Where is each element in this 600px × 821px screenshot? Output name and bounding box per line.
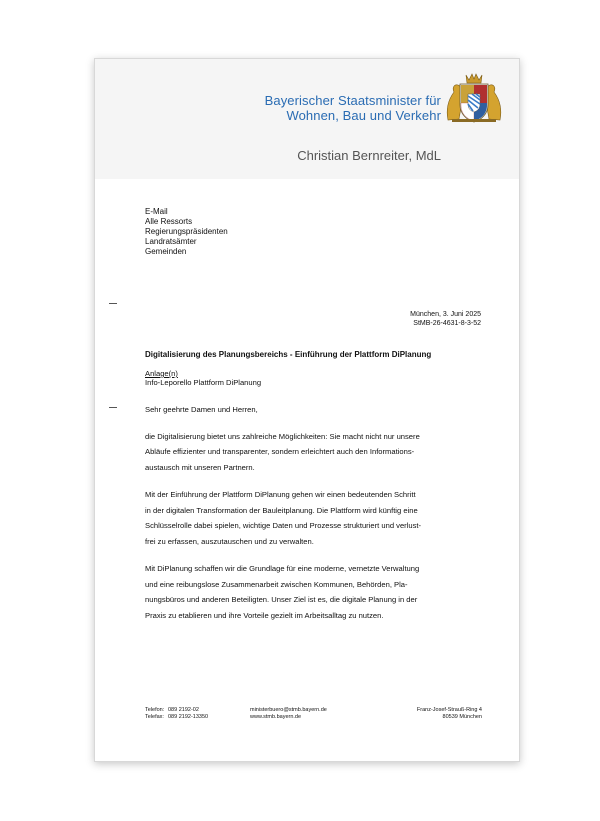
- text-line: die Digitalisierung bietet uns zahlreiche Möglichkeiten: Sie macht nicht nur unsere: [145, 431, 420, 441]
- fax-label: Telefax:: [145, 714, 164, 720]
- text-line: nungsbüros und anderen Beteiligten. Unser Ziel ist es, die digitale Planung in der: [145, 595, 418, 604]
- recipient-item: E-Mail: [145, 207, 168, 216]
- subject-line: Digitalisierung des Planungsbereichs - Einführung der Plattform DiPlanung: [145, 350, 432, 359]
- greeting: Sehr geehrte Damen und Herren,: [145, 405, 258, 414]
- street-address: Franz-Josef-Strauß-Ring 4: [416, 707, 482, 713]
- text-line: Praxis zu etablieren und ihre Vorteile gezielt im Arbeitsalltag zu nutzen.: [145, 610, 384, 620]
- coat-of-arms-icon: [442, 72, 506, 124]
- letterhead: [95, 59, 519, 179]
- paragraph-1: [145, 429, 435, 476]
- attachment-item: Info-Leporello Plattform DiPlanung: [145, 378, 262, 387]
- ministry-line-2: Wohnen, Bau und Verkehr: [286, 108, 441, 123]
- fold-mark: [109, 407, 117, 408]
- website-link[interactable]: www.stmb.bayern.de: [250, 714, 302, 720]
- city-address: 80539 München: [442, 714, 482, 720]
- attachment-label: Anlage(n): [145, 369, 178, 378]
- letter-body: [145, 402, 435, 635]
- date-block: [410, 310, 481, 328]
- letter-page: [94, 58, 520, 762]
- text-line: Mit der Einführung der Plattform DiPlanung gehen wir einen bedeutenden Schritt: [145, 490, 416, 499]
- recipient-item: Alle Ressorts: [145, 217, 193, 226]
- paragraph-2: [145, 487, 435, 549]
- fold-mark: [109, 303, 117, 304]
- text-line: Schlüsselrolle dabei spielen, wichtige Daten und Prozesse strukturiert und verlust-: [145, 521, 422, 530]
- recipient-list: [145, 207, 228, 257]
- text-line: frei zu erfassen, auszutauschen und zu verwalten.: [145, 536, 314, 546]
- recipient-item: Gemeinden: [145, 247, 187, 256]
- attachment-block: [145, 369, 261, 387]
- phone-label: Telefon:: [145, 707, 165, 713]
- ministry-title: [265, 93, 441, 123]
- footer-address: [417, 707, 482, 721]
- text-line: und eine reibungslose Zusammenarbeit zwischen Kommunen, Behörden, Pla-: [145, 579, 408, 589]
- fax-number: 089 2192-13350: [168, 714, 209, 720]
- date-line: München, 3. Juni 2025: [410, 311, 481, 318]
- paragraph-3: [145, 561, 435, 623]
- text-line: Abläufe effizienter und transparenter, sondern erleichtert auch den Informations-: [145, 447, 415, 456]
- footer-contact: [145, 707, 208, 721]
- recipient-item: Regierungspräsidenten: [145, 227, 228, 236]
- text-line: austausch mit unseren Partnern.: [145, 462, 255, 472]
- text-line: in der digitalen Transformation der Bauleitplanung. Die Plattform wird künftig eine: [145, 505, 418, 515]
- email-address[interactable]: ministerbuero@stmb.bayern.de: [250, 707, 327, 713]
- reference-number: StMB-26-4631-8-3-52: [413, 320, 481, 327]
- phone-number: 089 2192-02: [168, 707, 199, 713]
- ministry-line-1: Bayerischer Staatsminister für: [264, 93, 441, 108]
- text-line: Mit DiPlanung schaffen wir die Grundlage für eine moderne, vernetzte Verwaltung: [145, 564, 420, 573]
- recipient-item: Landratsämter: [145, 237, 197, 246]
- footer-online: [250, 707, 327, 721]
- minister-name: Christian Bernreiter, MdL: [297, 148, 441, 163]
